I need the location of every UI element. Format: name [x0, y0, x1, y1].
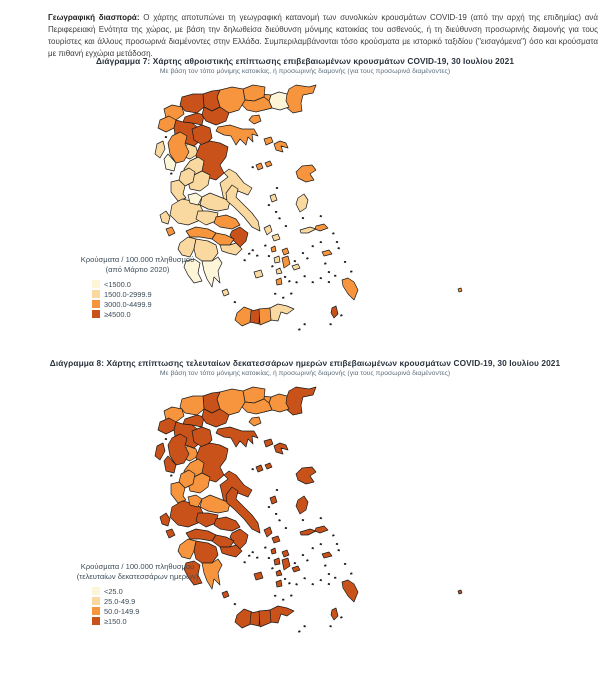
- legend-label: ≥4500.0: [104, 309, 131, 319]
- legend-item: [92, 586, 225, 596]
- region-chania: [235, 307, 252, 326]
- islet: [271, 265, 274, 268]
- region-paros: [274, 256, 280, 263]
- islet: [328, 583, 331, 585]
- islet: [285, 225, 287, 227]
- legend-label: ≥150.0: [104, 616, 127, 626]
- region-elis: [178, 539, 196, 559]
- islet: [320, 579, 323, 581]
- legend-item: [92, 596, 225, 606]
- legend-label: 25.0-49.9: [104, 596, 136, 606]
- islet: [268, 557, 271, 559]
- region-cephalonia: [160, 211, 170, 224]
- islet: [329, 625, 332, 628]
- region-evros: [285, 85, 316, 113]
- legend-item: [92, 309, 225, 319]
- islet: [303, 625, 306, 628]
- map7-title: Διάγραμμα 7: Χάρτης αθροιστικής επίπτωσης επιβεβαιωμένων κρουσμάτων COVID-19, 30 Ιουλίου 2021: [95, 56, 515, 66]
- region-samothrace: [264, 137, 273, 145]
- islet: [340, 616, 343, 619]
- legend-item: [92, 299, 225, 309]
- islet: [165, 438, 167, 440]
- region-achaia: [186, 529, 216, 541]
- islet: [302, 554, 304, 556]
- region-pella: [180, 94, 204, 113]
- region-skyros: [270, 194, 277, 202]
- region-chios: [296, 194, 308, 212]
- region-lasithi: [270, 606, 294, 623]
- legend-swatch: [92, 587, 100, 595]
- region-andros: [264, 225, 272, 235]
- region-rhodes: [342, 278, 358, 300]
- region-kastoria: [158, 116, 176, 132]
- region-rethymno: [250, 611, 260, 626]
- islet: [337, 247, 340, 249]
- islet: [275, 211, 277, 213]
- islet: [329, 323, 332, 326]
- islet: [294, 260, 297, 262]
- region-skopelos: [256, 163, 263, 170]
- islet: [320, 277, 323, 279]
- islet: [344, 563, 346, 565]
- islet: [276, 489, 278, 491]
- intro-paragraph: [48, 12, 598, 60]
- islet: [302, 252, 304, 254]
- region-lemnos: [274, 141, 288, 152]
- region-chania: [235, 609, 252, 628]
- map8-legend: [50, 562, 225, 626]
- islet: [290, 594, 293, 596]
- region-tinos: [272, 536, 280, 543]
- legend-title-line1: Κρούσματα / 100.000 πληθυσμού: [80, 255, 195, 264]
- region-rhodes: [342, 580, 358, 602]
- legend-label: 3000.0-4499.9: [104, 299, 152, 309]
- region-tinos: [272, 234, 280, 241]
- islet: [282, 599, 285, 601]
- legend-title-line2: (από Μάρτιο 2020): [105, 264, 170, 274]
- region-arcadia: [194, 541, 218, 563]
- legend-title-line1: Κρούσματα / 100.000 πληθυσμού: [80, 562, 195, 571]
- islet: [311, 583, 314, 585]
- region-chalkidiki: [216, 427, 258, 447]
- region-boeotia: [214, 517, 240, 531]
- map7-subtitle: Με βάση τον τόπο μόνιμης κατοικίας, ή προσωρινής διαμονής (για τους προσωρινά διαμένοντες): [159, 68, 451, 75]
- islet: [328, 281, 331, 283]
- islet: [344, 261, 346, 263]
- legend-swatch: [92, 290, 100, 298]
- islet: [311, 245, 314, 247]
- islet: [311, 281, 314, 283]
- islet: [234, 301, 237, 303]
- islet: [295, 583, 298, 586]
- islet: [320, 215, 323, 217]
- region-zakynthos: [166, 529, 175, 538]
- region-kos: [322, 250, 332, 256]
- islet: [320, 241, 323, 243]
- islet: [337, 549, 340, 551]
- region-samos: [315, 224, 328, 231]
- region-cephalonia: [160, 513, 170, 526]
- region-karpathos: [331, 608, 338, 620]
- region-pella: [180, 396, 204, 415]
- legend-label: 1500.0-2999.9: [104, 289, 152, 299]
- legend-swatch: [92, 597, 100, 605]
- islet: [336, 241, 338, 243]
- region-kastellorizo: [458, 288, 462, 292]
- region-samos: [315, 526, 328, 533]
- islet: [288, 280, 291, 283]
- region-ios: [276, 268, 282, 274]
- region-skyros: [270, 496, 277, 504]
- islet: [336, 543, 338, 545]
- region-skopelos: [256, 465, 263, 472]
- region-ikaria: [300, 227, 316, 233]
- islet: [268, 204, 271, 206]
- region-lesbos: [296, 467, 316, 484]
- islet: [334, 577, 336, 579]
- islet: [256, 557, 259, 559]
- islet: [295, 281, 298, 284]
- islet: [243, 561, 246, 564]
- islet: [306, 257, 309, 260]
- islet: [298, 328, 301, 330]
- region-syros: [271, 246, 276, 252]
- region-chalkidiki: [216, 125, 258, 145]
- region-syros: [271, 548, 276, 554]
- islet: [165, 136, 167, 138]
- region-thasos: [249, 115, 261, 124]
- region-elis: [178, 237, 196, 257]
- region-corfu: [155, 443, 165, 460]
- islet: [303, 577, 306, 580]
- islet: [284, 578, 286, 580]
- islet: [320, 543, 323, 545]
- legend-swatch: [92, 617, 100, 625]
- islet: [328, 573, 331, 575]
- region-alonnisos: [265, 463, 272, 469]
- region-lesbos: [296, 165, 316, 182]
- islet: [311, 547, 314, 549]
- islet: [256, 255, 259, 257]
- islet: [332, 232, 335, 234]
- legend-items: [50, 279, 225, 319]
- map7-legend: [50, 255, 225, 319]
- region-alonnisos: [265, 161, 272, 167]
- islet: [264, 546, 267, 548]
- region-santorini: [276, 580, 282, 587]
- islet: [278, 217, 281, 220]
- region-ios: [276, 570, 282, 576]
- intro-lead: Γεωγραφική διασπορά:: [48, 13, 140, 22]
- region-evrytania: [188, 495, 202, 507]
- region-paros: [274, 558, 280, 565]
- islet: [298, 630, 301, 632]
- legend-item: [92, 289, 225, 299]
- islet: [285, 527, 287, 529]
- islet: [170, 172, 173, 174]
- islet: [251, 166, 254, 168]
- region-milos: [254, 270, 263, 278]
- islet: [324, 564, 327, 566]
- islet: [268, 506, 271, 508]
- region-kos: [322, 552, 332, 558]
- region-karpathos: [331, 306, 338, 318]
- region-chios: [296, 496, 308, 514]
- region-boeotia: [214, 215, 240, 229]
- region-kastellorizo: [458, 590, 462, 594]
- islet: [332, 534, 335, 536]
- legend-swatch: [92, 607, 100, 615]
- region-evrytania: [188, 193, 202, 205]
- islet: [328, 271, 331, 273]
- intro-body: Ο χάρτης αποτυπώνει τη γεωγραφική κατανομή των συνολικών κρουσμάτων COVID-19 (από την αρχή της επιδημίας) ανά Περιφερειακή Ενότητα της χώρας, με βάση την δηλωθείσα διεύθυνση μόνιμης κατοικίας του ασθενούς, ή τη διεύθυνση προσωρινής διαμονής για τους τουρίστες και άλλους προσωρινά διαμένοντες στην Ελλάδα. Συμπεριλαμβάνονται τόσο κρούσματα με ιστορικό ταξιδίου ("εισαγόμενα") όσο και κρούσματα με πιθανή εγχώρια μετάδοση.: [48, 13, 598, 58]
- islet: [303, 275, 306, 278]
- islet: [320, 517, 323, 519]
- islet: [294, 562, 297, 564]
- region-corfu: [155, 141, 165, 158]
- legend-title-line2: (τελευταίων δεκατεσσάρων ημερών): [76, 571, 199, 581]
- legend-item: [92, 279, 225, 289]
- islet: [251, 468, 254, 470]
- islet: [324, 262, 327, 264]
- islet: [268, 255, 271, 257]
- legend-swatch: [92, 310, 100, 318]
- region-rethymno: [250, 309, 260, 324]
- region-lasithi: [270, 304, 294, 321]
- islet: [248, 253, 250, 255]
- map8-title: Διάγραμμα 8: Χάρτης επίπτωσης τελευταίων δεκατεσσάρων ημερών επιβεβαιωμένων κρουσμάτων COVID-19, 30 Ιουλίου 2021: [49, 358, 561, 368]
- islet: [290, 292, 293, 294]
- islet: [274, 293, 276, 295]
- islet: [350, 270, 353, 272]
- region-achaia: [186, 227, 216, 239]
- legend-item: [92, 616, 225, 626]
- region-naxos: [282, 256, 290, 268]
- region-santorini: [276, 278, 282, 285]
- islet: [248, 555, 250, 557]
- legend-label: 50.0-149.9: [104, 606, 140, 616]
- islet: [284, 276, 286, 278]
- region-lemnos: [274, 443, 288, 454]
- region-samothrace: [264, 439, 273, 447]
- islet: [282, 297, 285, 299]
- region-andros: [264, 527, 272, 537]
- region-zakynthos: [166, 227, 175, 236]
- region-ikaria: [300, 529, 316, 535]
- islet: [271, 567, 274, 570]
- islet: [234, 603, 237, 605]
- islet: [251, 551, 254, 553]
- islet: [350, 572, 353, 574]
- islet: [302, 217, 304, 219]
- legend-items: [50, 586, 225, 626]
- region-mykonos: [282, 248, 289, 255]
- islet: [274, 595, 276, 597]
- islet: [278, 519, 281, 522]
- region-milos: [254, 572, 263, 580]
- map8-subtitle: Με βάση τον τόπο μόνιμης κατοικίας, ή προσωρινής διαμονής (για τους προσωρινά διαμένοντες): [159, 370, 451, 377]
- region-mykonos: [282, 550, 289, 557]
- islet: [276, 187, 278, 189]
- region-thasos: [249, 417, 261, 426]
- islet: [302, 519, 304, 521]
- islet: [251, 249, 254, 251]
- region-naxos: [282, 558, 290, 570]
- islet: [340, 314, 343, 317]
- legend-label: <25.0: [104, 586, 123, 596]
- region-amorgos: [292, 566, 300, 572]
- legend-swatch: [92, 300, 100, 308]
- islet: [306, 559, 309, 562]
- islet: [264, 244, 267, 246]
- legend-swatch: [92, 280, 100, 288]
- islet: [288, 582, 291, 585]
- islet: [334, 275, 336, 277]
- islet: [275, 513, 277, 515]
- region-evros: [285, 387, 316, 415]
- legend-label: <1500.0: [104, 279, 131, 289]
- legend-item: [92, 606, 225, 616]
- region-kastoria: [158, 418, 176, 434]
- region-amorgos: [292, 264, 300, 270]
- islet: [170, 474, 173, 476]
- islet: [243, 259, 246, 262]
- islet: [303, 323, 306, 326]
